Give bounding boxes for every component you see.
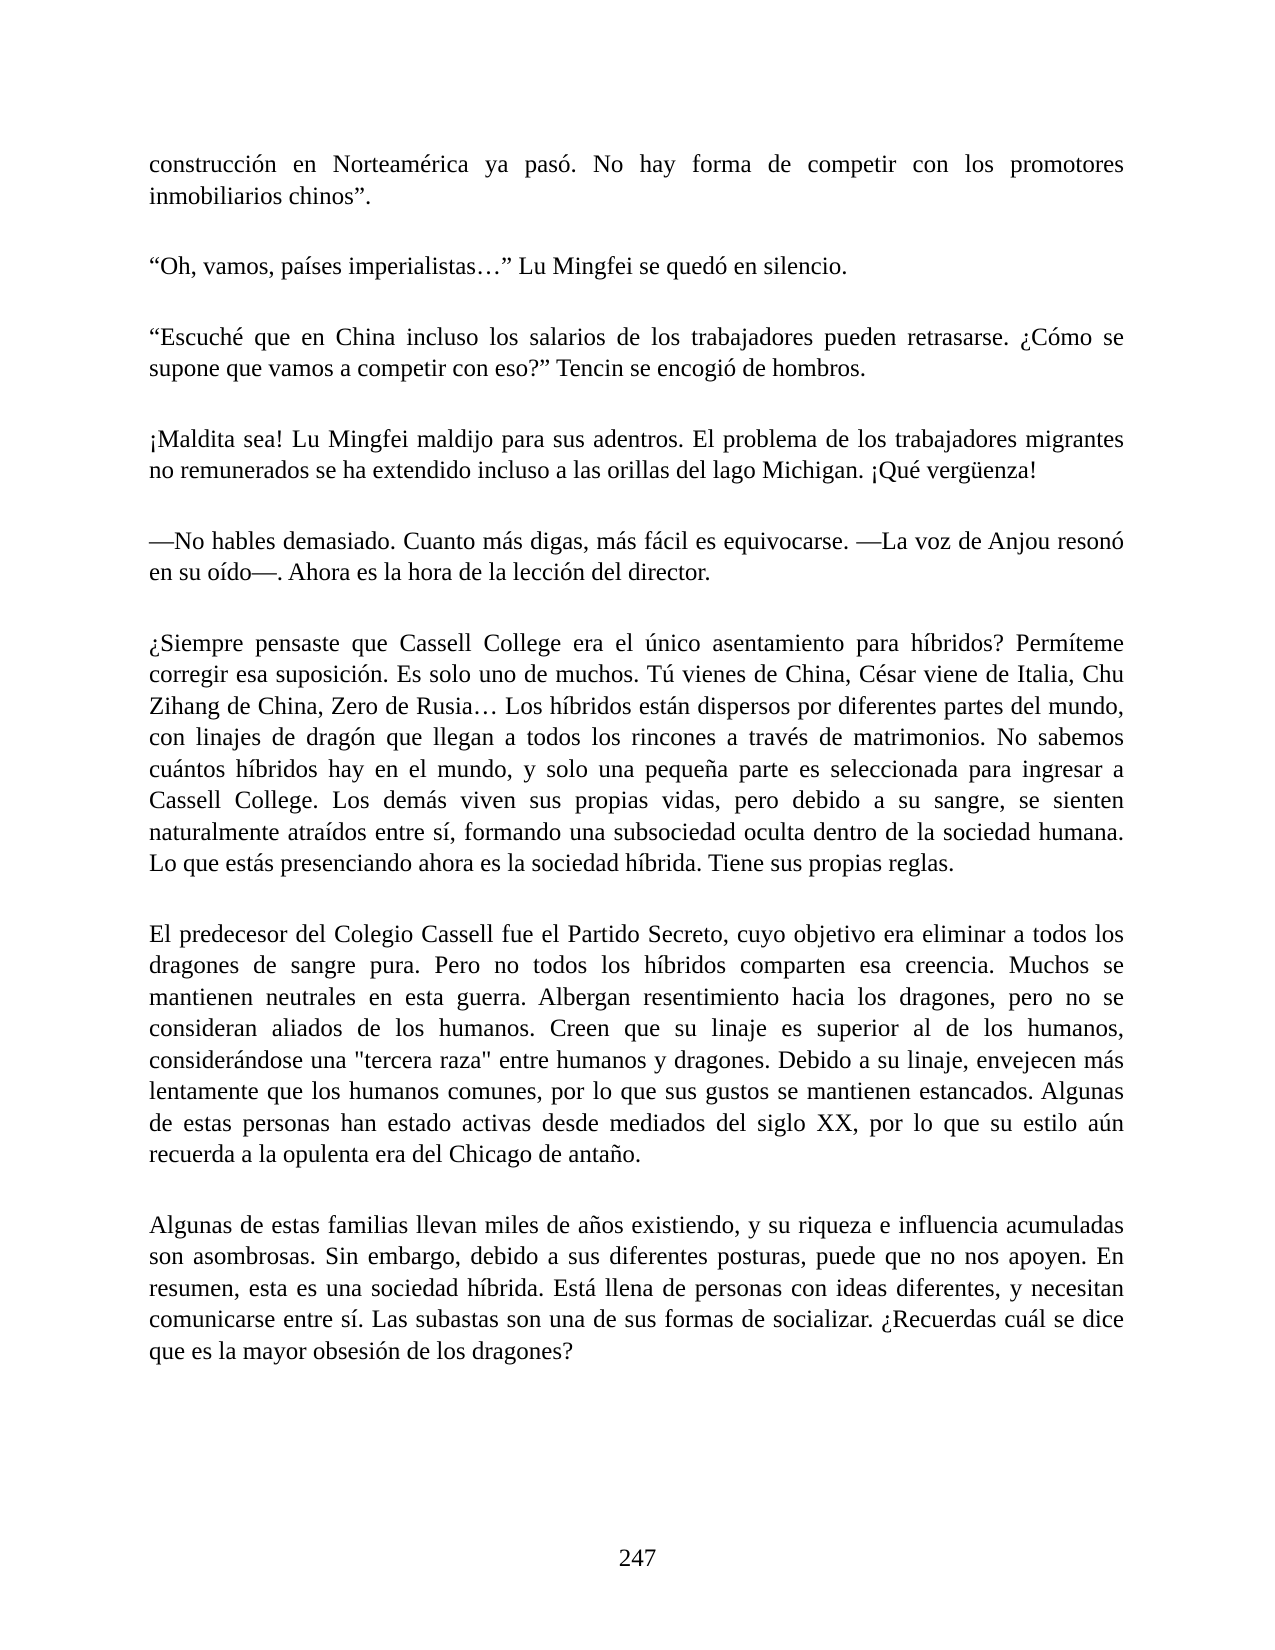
paragraph: —No hables demasiado. Cuanto más digas, más fácil es equivocarse. —La voz de Anjou resonó en su oído—. Ahora es la hora de la lección del director.: [149, 527, 1124, 586]
paragraph: “Escuché que en China incluso los salarios de los trabajadores pueden retrasarse. ¿Cómo se supone que vamos a competir con eso?” Tencin se encogió de hombros.: [149, 323, 1124, 382]
text-block: [149, 149, 1124, 1406]
paragraph: construcción en Norteamérica ya pasó. No hay forma de competir con los promotores inmobiliarios chinos”.: [149, 151, 1124, 210]
paragraph: ¿Siempre pensaste que Cassell College era el único asentamiento para híbridos? Permíteme corregir esa suposición. Es solo uno de muchos. Tú vienes de China, César viene de Italia, Chu Zihang de China, Zero de Rusia… Los híbridos están dispersos por diferentes partes del mundo, con linajes de dragón que llegan a todos los rincones a través de matrimonios. No sabemos cuántos híbridos hay en el mundo, y solo una pequeña parte es seleccionada para ingresar a Cassell College. Los demás viven sus propias vidas, pero debido a su sangre, se sienten naturalmente atraídos entre sí, formando una subsociedad oculta dentro de la sociedad humana. Lo que estás presenciando ahora es la sociedad híbrida. Tiene sus propias reglas.: [149, 629, 1124, 877]
paragraph: “Oh, vamos, países imperialistas…” Lu Mingfei se quedó en silencio.: [149, 253, 848, 280]
page-number: 247: [618, 1545, 657, 1572]
paragraph: ¡Maldita sea! Lu Mingfei maldijo para sus adentros. El problema de los trabajadores migrantes no remunerados se ha extendido incluso a las orillas del lago Michigan. ¡Qué vergüenza!: [149, 425, 1124, 484]
paragraph: El predecesor del Colegio Cassell fue el Partido Secreto, cuyo objetivo era eliminar a todos los dragones de sangre pura. Pero no todos los híbridos comparten esa creencia. Muchos se mantienen neutrales en esta guerra. Albergan resentimiento hacia los dragones, pero no se consideran aliados de los humanos. Creen que su linaje es superior al de los humanos, considerándose una "tercera raza" entre humanos y dragones. Debido a su linaje, envejecen más lentamente que los humanos comunes, por lo que sus gustos se mantienen estancados. Algunas de estas personas han estado activas desde mediados del siglo XX, por lo que su estilo aún recuerda a la opulenta era del Chicago de antaño.: [149, 920, 1124, 1168]
paragraph: Algunas de estas familias llevan miles de años existiendo, y su riqueza e influencia acumuladas son asombrosas. Sin embargo, debido a sus diferentes posturas, puede que no nos apoyen. En resumen, esta es una sociedad híbrida. Está llena de personas con ideas diferentes, y necesitan comunicarse entre sí. Las subastas son una de sus formas de socializar. ¿Recuerdas cuál se dice que es la mayor obsesión de los dragones?: [149, 1211, 1124, 1365]
